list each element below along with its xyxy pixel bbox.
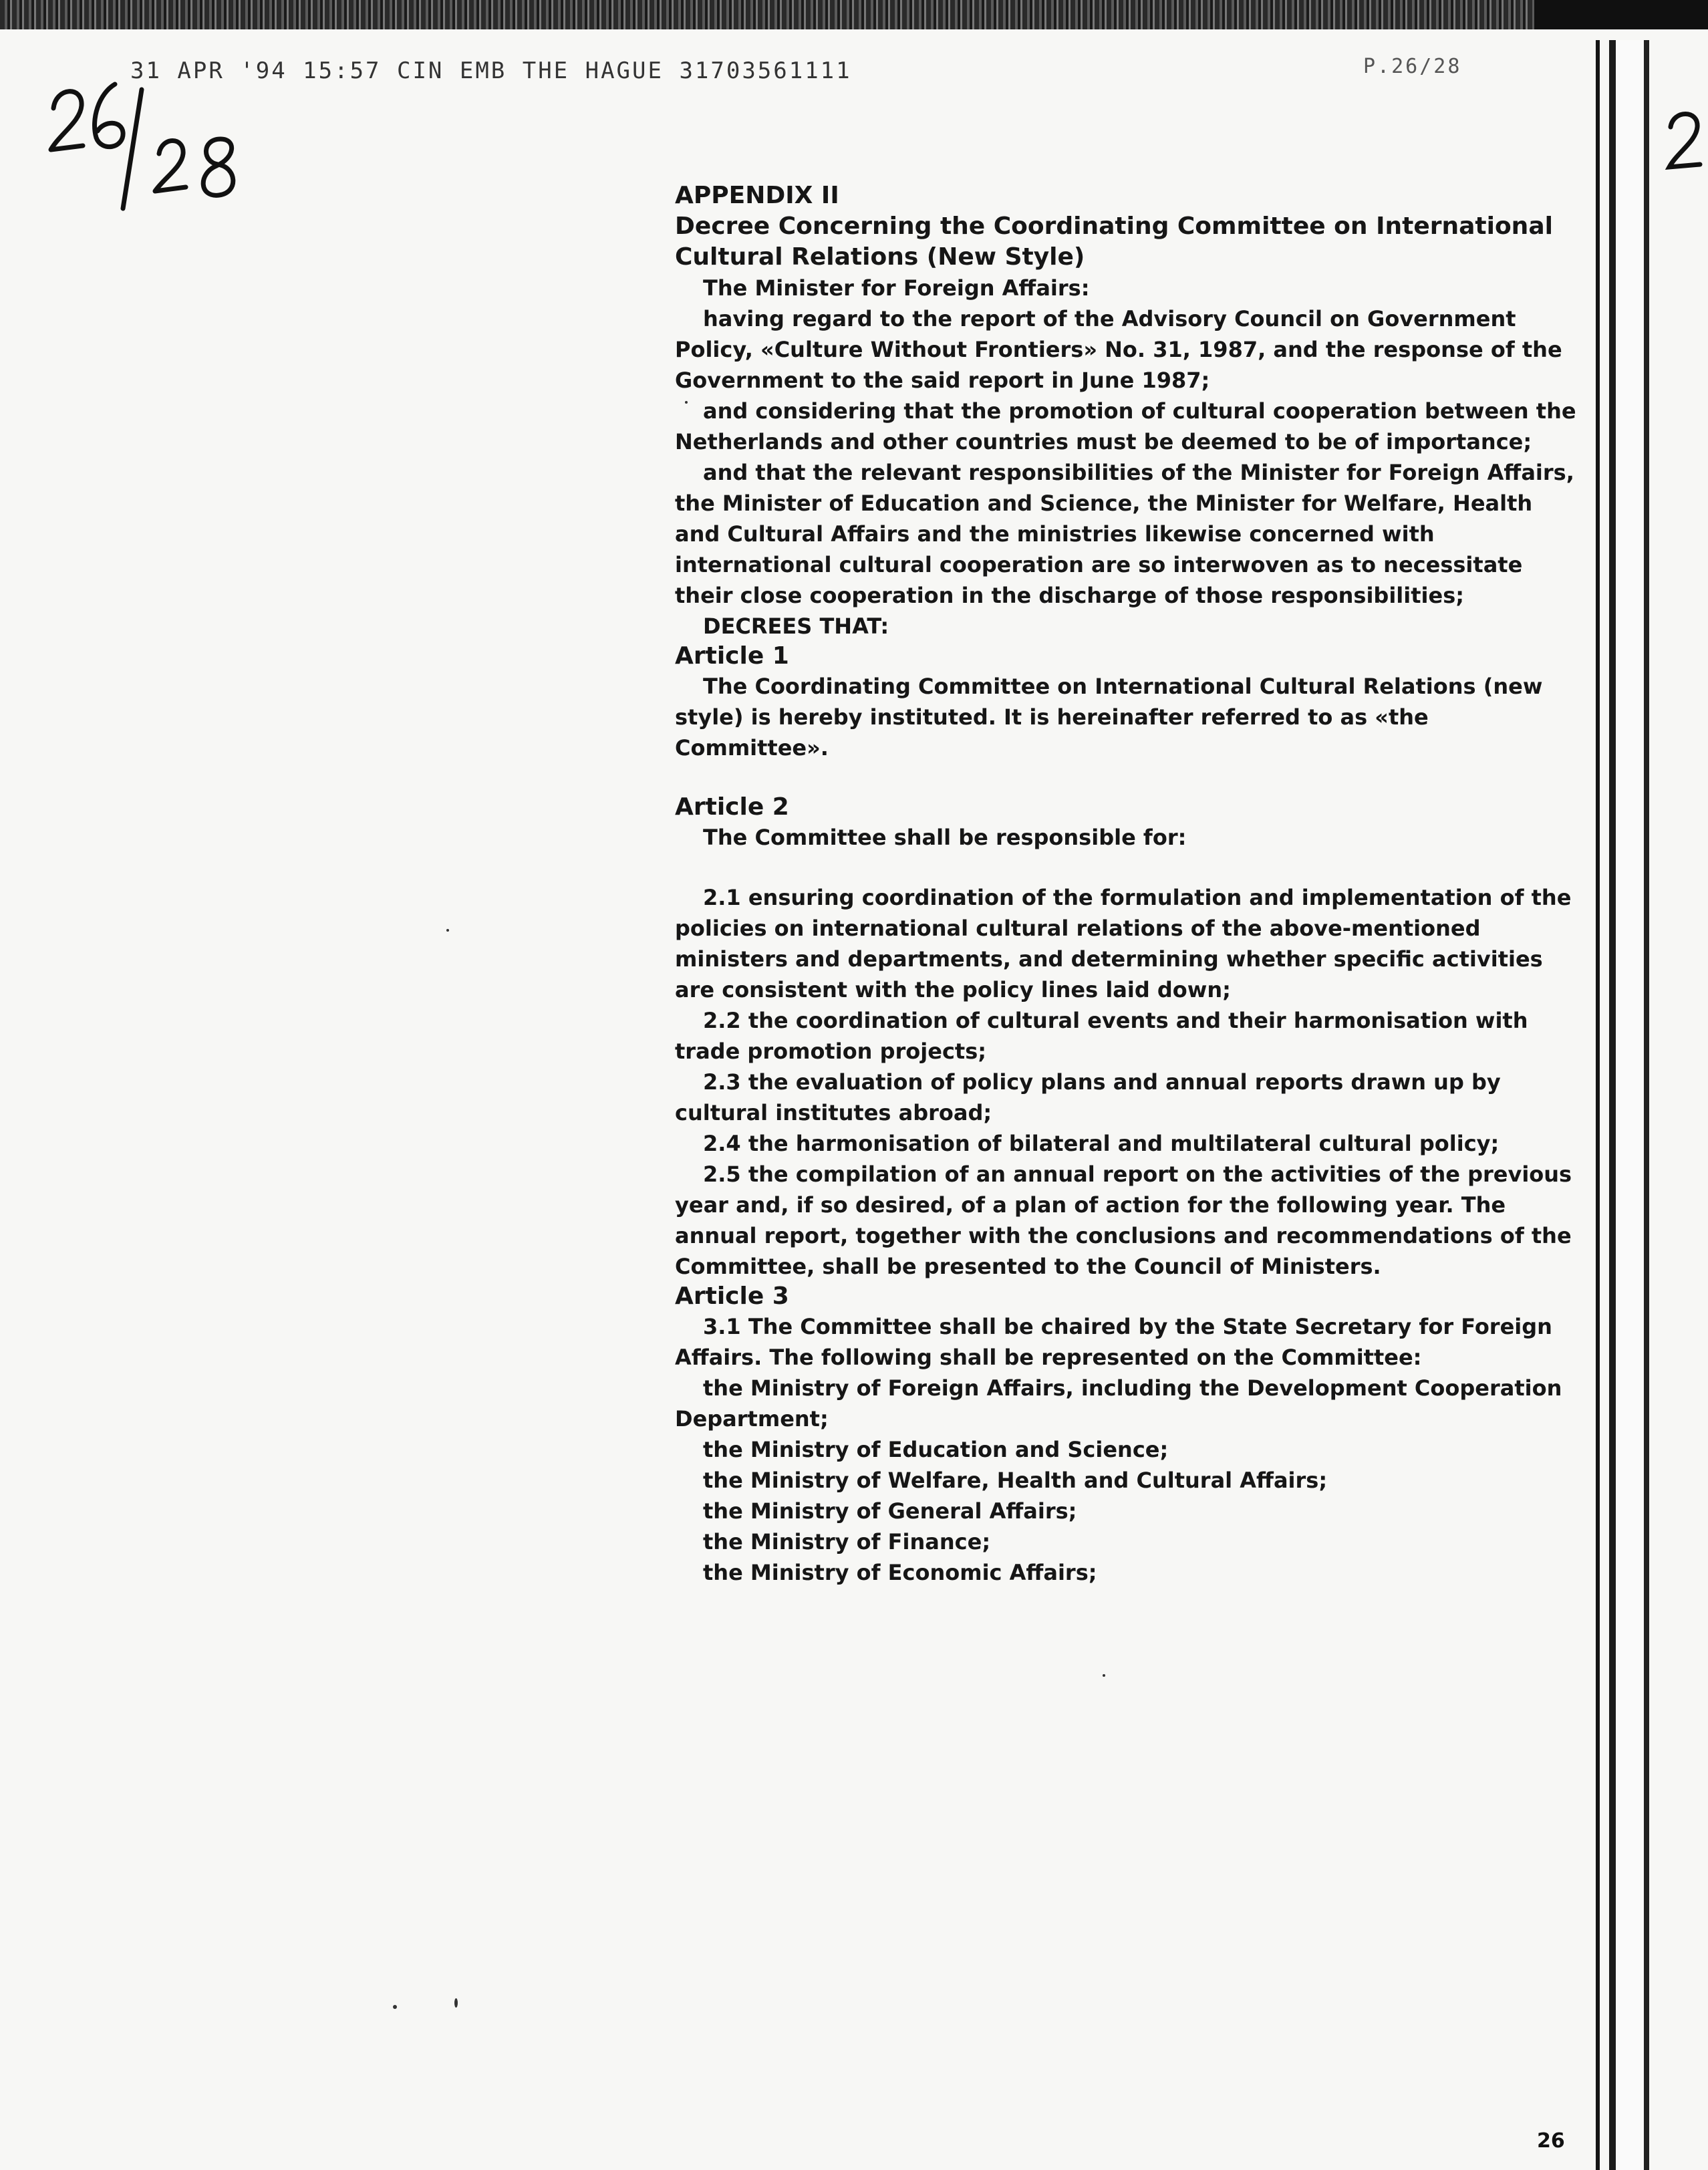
binding-edge-line (1644, 40, 1649, 2170)
document-body (675, 180, 1577, 1588)
recital-paragraph: and that the relevant responsibilities of the Minister for Foreign Affairs, the Minister of Education and Science, the Minister for Welfare, Health and Cultural Affairs and the ministries likewise concerned with international cultural cooperation are so interwoven as to necessitate their close cooperation in the discharge of those responsibilities; (675, 460, 1574, 608)
binding-gap (1616, 40, 1644, 2170)
ministry-list-item: the Ministry of Finance; (703, 1529, 991, 1554)
article-item: 2.3 the evaluation of policy plans and annual reports drawn up by cultural institutes abroad; (675, 1069, 1501, 1125)
adjacent-page-handwriting (1657, 100, 1704, 174)
scan-top-edge-dark (1534, 0, 1708, 29)
appendix-heading: APPENDIX II (675, 182, 839, 209)
intro-line: The Minister for Foreign Affairs: (703, 275, 1090, 301)
decree-title: Decree Concerning the Coordinating Committee on International Cultural Relations (New Style) (675, 213, 1553, 271)
scan-speck (454, 1998, 458, 2008)
article-item: 2.1 ensuring coordination of the formulation and implementation of the policies on international cultural relations of the above-mentioned ministers and departments, and determining whether specific activities are consistent with the policy lines laid down; (675, 885, 1572, 1002)
ministry-list-item: the Ministry of Foreign Affairs, including the Development Cooperation Department; (675, 1375, 1562, 1432)
ministry-list-item: the Ministry of General Affairs; (703, 1498, 1077, 1524)
binding-edge-line (1596, 40, 1600, 2170)
scan-speck (393, 2005, 397, 2009)
article-heading: Article 1 (675, 642, 789, 670)
scan-top-edge (0, 0, 1708, 29)
scan-speck (1103, 1674, 1105, 1677)
recital-paragraph: having regard to the report of the Advisory Council on Government Policy, «Culture Without Frontiers» No. 31, 1987, and the response of the Government to the said report in June 1987; (675, 306, 1562, 393)
article-text: 3.1 The Committee shall be chaired by the State Secretary for Foreign Affairs. The following shall be represented on the Committee: (675, 1314, 1552, 1370)
decrees-line: DECREES THAT: (703, 614, 889, 639)
article-item: 2.2 the coordination of cultural events and their harmonisation with trade promotion projects; (675, 1008, 1528, 1064)
article-intro: The Committee shall be responsible for: (703, 825, 1187, 850)
article-item: 2.5 the compilation of an annual report on the activities of the previous year and, if so desired, of a plan of action for the following year. The annual report, together with the conclusions and recommendations of the Committee, shall be presented to the Council of Ministers. (675, 1162, 1572, 1279)
article-item: 2.4 the harmonisation of bilateral and multilateral cultural policy; (703, 1131, 1500, 1156)
ministry-list-item: the Ministry of Education and Science; (703, 1437, 1169, 1462)
fax-page-reference: P.26/28 (1363, 55, 1462, 78)
article-text: The Coordinating Committee on International Cultural Relations (new style) is hereby instituted. It is hereinafter referred to as «the Committee». (675, 674, 1543, 761)
page-number: 26 (1537, 2129, 1565, 2153)
ministry-list-item: the Ministry of Economic Affairs; (703, 1560, 1097, 1585)
article-2 (675, 793, 1577, 853)
article-3 (675, 1282, 1577, 1588)
handwritten-page-mark (41, 67, 282, 221)
ministry-list-item: the Ministry of Welfare, Health and Cultural Affairs; (703, 1468, 1328, 1493)
fax-transmission-header: 31 APR '94 15:57 CIN EMB THE HAGUE 31703561111 (130, 57, 852, 84)
scan-speck (446, 929, 449, 932)
article-heading: Article 3 (675, 1282, 789, 1310)
binding-edge-line (1609, 40, 1616, 2170)
scan-speck (685, 401, 688, 404)
article-heading: Article 2 (675, 793, 789, 821)
article-1 (675, 642, 1577, 763)
recital-paragraph: and considering that the promotion of cultural cooperation between the Netherlands and other countries must be deemed to be of importance; (675, 398, 1576, 454)
